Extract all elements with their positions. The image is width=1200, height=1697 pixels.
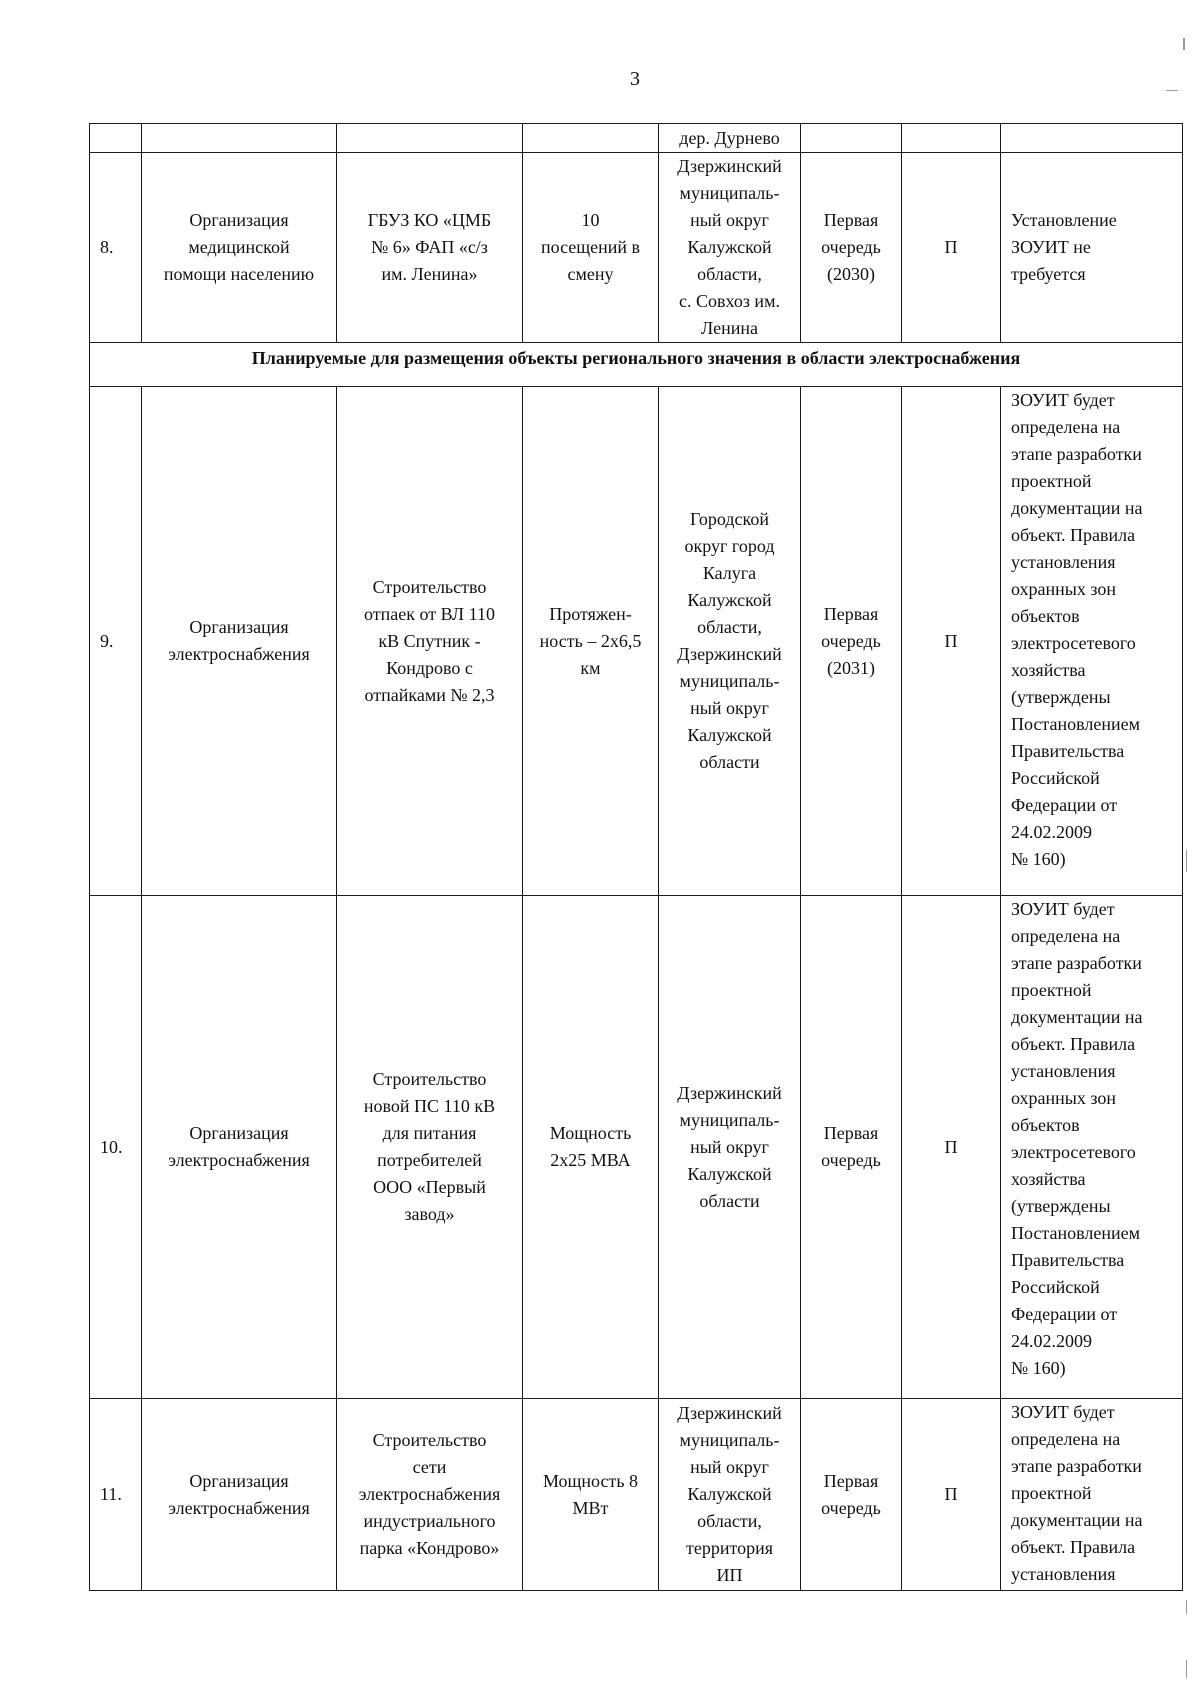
cell-capacity: Мощность 8 МВт: [523, 1399, 659, 1591]
cell-object: [337, 124, 523, 153]
cell-location: Дзержинский муниципаль- ный округ Калужской области, с. Совхоз им. Ленина: [659, 153, 801, 343]
cell-object: Строительство сети электроснабжения индустриального парка «Кондрово»: [337, 1399, 523, 1591]
cell-location: Дзержинский муниципаль- ный округ Калужской области, территория ИП: [659, 1399, 801, 1591]
cell-status: П: [902, 153, 1001, 343]
cell-status: П: [902, 387, 1001, 896]
cell-num: 9.: [90, 387, 142, 896]
cell-purpose: [142, 124, 337, 153]
cell-purpose: Организация электроснабжения: [142, 1399, 337, 1591]
cell-purpose: Организация электроснабжения: [142, 896, 337, 1399]
cell-capacity: 10 посещений в смену: [523, 153, 659, 343]
scan-artifact: [1186, 1660, 1187, 1678]
page-number: 3: [630, 68, 640, 90]
cell-stage: Первая очередь: [801, 1399, 902, 1591]
cell-zone: ЗОУИТ будет определена на этапе разработки проектной документации на объект. Правила установления: [1001, 1399, 1183, 1591]
cell-location: Дзержинский муниципаль- ный округ Калужской области: [659, 896, 801, 1399]
objects-table: [89, 123, 1183, 1591]
cell-capacity: Мощность 2х25 МВА: [523, 896, 659, 1399]
table-row: [90, 1399, 1183, 1591]
cell-num: [90, 124, 142, 153]
cell-status: П: [902, 1399, 1001, 1591]
cell-purpose: Организация медицинской помощи населению: [142, 153, 337, 343]
cell-object: Строительство отпаек от ВЛ 110 кВ Спутник - Кондрово с отпайками № 2,3: [337, 387, 523, 896]
cell-zone: ЗОУИТ будет определена на этапе разработки проектной документации на объект. Правила установления охранных зон объектов электросетевого хозяйства (утверждены Постановлением Правительства Российской Федерации от 24.02.2009 № 160): [1001, 387, 1183, 896]
table-row: [90, 153, 1183, 343]
cell-num: 10.: [90, 896, 142, 1399]
cell-object: Строительство новой ПС 110 кВ для питания потребителей ООО «Первый завод»: [337, 896, 523, 1399]
cell-purpose: Организация электроснабжения: [142, 387, 337, 896]
section-heading: Планируемые для размещения объекты регионального значения в области электроснабжения: [90, 343, 1183, 387]
scan-artifact: [1186, 1600, 1187, 1614]
cell-location: Городской округ город Калуга Калужской области, Дзержинский муниципаль- ный округ Калужской области: [659, 387, 801, 896]
cell-stage: Первая очередь (2031): [801, 387, 902, 896]
cell-num: 8.: [90, 153, 142, 343]
continuation-row: [90, 124, 1183, 153]
cell-status: [902, 124, 1001, 153]
cell-zone: Установление ЗОУИТ не требуется: [1001, 153, 1183, 343]
table-row: [90, 387, 1183, 896]
cell-capacity: Протяжен- ность – 2х6,5 км: [523, 387, 659, 896]
cell-zone: ЗОУИТ будет определена на этапе разработки проектной документации на объект. Правила установления охранных зон объектов электросетевого хозяйства (утверждены Постановлением Правительства Российской Федерации от 24.02.2009 № 160): [1001, 896, 1183, 1399]
cell-zone: [1001, 124, 1183, 153]
cell-stage: [801, 124, 902, 153]
cell-location: дер. Дурнево: [659, 124, 801, 153]
section-heading-row: [90, 343, 1183, 387]
cell-stage: Первая очередь (2030): [801, 153, 902, 343]
cell-stage: Первая очередь: [801, 896, 902, 1399]
cell-num: 11.: [90, 1399, 142, 1591]
cell-capacity: [523, 124, 659, 153]
cell-status: П: [902, 896, 1001, 1399]
scan-artifact: [1166, 90, 1178, 91]
scan-artifact: [1183, 38, 1185, 50]
table-row: [90, 896, 1183, 1399]
cell-object: ГБУЗ КО «ЦМБ № 6» ФАП «с/з им. Ленина»: [337, 153, 523, 343]
scan-artifact: [1186, 850, 1187, 872]
